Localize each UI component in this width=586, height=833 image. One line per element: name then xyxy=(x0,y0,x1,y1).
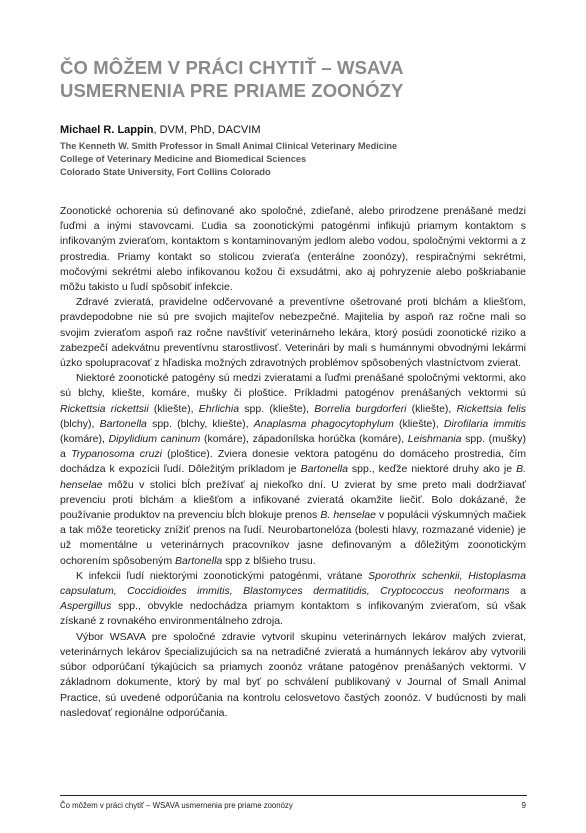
taxon-name: Borrelia burgdorferi xyxy=(314,402,407,415)
body-paragraph-5: Výbor WSAVA pre spoločné zdravie vytvoril skupinu veterinárnych lekárov malých zvierat, veterinárnych lekárov špecializujúcich sa na netradičné zvieratá a humánnych lekárov aby vytvorili súbor odporúčaní týkajúcich sa priamych zoonóz vrátane patogénov prenášaných vektormi. V základnom dokumente, ktorý by mal byť po schválení publikovaný v Journal of Small Animal Practice, sú uvedené odporúčania na kontrolu celosvetovo častých zoonóz. V budúcnosti by mali nasledovať regionálne odporúčania. xyxy=(60,630,526,719)
taxon-name: Bartonella xyxy=(174,554,223,567)
taxon-name: Bartonella xyxy=(300,463,348,476)
footer-running-title: Čo môžem v práci chytiť – WSAVA usmernenia pre priame zoonózy xyxy=(60,801,293,810)
page-number: 9 xyxy=(521,801,526,810)
article-title-line-2: USMERNENIA PRE PRIAME ZOONÓZY xyxy=(60,80,404,101)
affiliation-line: The Kenneth W. Smith Professor in Small Animal Clinical Veterinary Medicine xyxy=(60,141,398,151)
taxon-name: Dipylidium caninum xyxy=(108,433,201,446)
affiliation-line: College of Veterinary Medicine and Biomedical Sciences xyxy=(60,154,307,164)
taxon-name: Rickettsia felis xyxy=(456,402,526,415)
footer-divider xyxy=(60,795,527,796)
taxon-name: Sporothrix schenkii, Histoplasma capsulatum, Coccidioides immitis, Blastomyces dermatitidis, Cryptococcus neoformans xyxy=(60,569,527,598)
author-credentials: , DVM, PhD, DACVIM xyxy=(153,124,261,136)
author-name: Michael R. Lappin xyxy=(60,124,154,136)
affiliation-line: Colorado State University, Fort Collins Colorado xyxy=(60,167,271,177)
taxon-name: Leishmania xyxy=(407,433,462,446)
taxon-name: Rickettsia rickettsii xyxy=(60,402,149,415)
taxon-name: Bartonella xyxy=(99,417,147,430)
body-paragraph-4: K infekcii ľudí niektorými zoonotickými patogénmi, vrátane Sporothrix schenkii, Histoplasma capsulatum, Coccidioides immitis, Blastomyces dermatitidis, Cryptococcus neoformans a Aspergillus spp., obvykle nedochádza priamym kontaktom s infikovaným zvieraťom, sú však získané z rovnakého environmentálneho zdroja. xyxy=(60,569,527,628)
taxon-name: Ehrlichia xyxy=(198,402,240,415)
body-paragraph-1: Zoonotické ochorenia sú definované ako spoločné, zdieľané, alebo prirodzene prenášané medzi ľuďmi a inými stavovcami. Ľudia sa zoonotickými patogénmi infikujú priamym kontaktom s infikovaným zvieraťom, kontaktom s kontaminovaným jedlom alebo vodou, spoločnými vektormi a z prostredia. Priamy kontakt so stolicou zvieraťa (enterálne zoonózy), respiračnými sekrétmi, močovými sekrétmi alebo infikovanou kožou či exsudátmi, ako aj pohryzenie alebo poškriabanie môžu takisto u ľudí spôsobiť infekcie. xyxy=(60,205,526,294)
taxon-name: Dirofilaria immitis xyxy=(443,417,526,430)
body-paragraph-3: Niektoré zoonotické patogény sú medzi zvieratami a ľuďmi prenášané spoločnými vektormi, ako sú blchy, kliešte, komáre, mušky či ploštice. Príkladmi patogénov prenášaných vektormi sú Rickettsia rickettsii (kliešte), Ehrlichia spp. (kliešte), Borrelia burgdorferi (kliešte), Rickettsia felis (blchy), Bartonella spp. (blchy, kliešte), Anaplasma phagocytophylum (kliešte), Dirofilaria immitis (komáre), Dipylidium caninum (komáre), západonílska horúčka (komáre), Leishmania spp. (mušky) a Trypanosoma cruzi (ploštice). Zviera donesie vektora patogénu do domáceho prostredia, čím dochádza k expozícii ľudí. Dôležitým príkladom je Bartonella spp., keďže niektoré druhy ako je B. henselae môžu v stolici bĺch prežívať aj niekoľko dní. U zvierat by sme preto mali dodržiavať prevenciu proti blchám a kliešťom a infikované zvieratá okamžite liečiť. Bolo dokázané, že používanie produktov na prevenciu bĺch blokuje prenos B. henselae v populácii výskumných mačiek a tak môže teoreticky znížiť prenos na ľudí. Neurobartonelóza (bolesti hlavy, rozmazané videnie) je už momentálne u veterinárnych pracovníkov jasne definovaným a dôležitým zoonotickým ochorením spôsobeným Bartonella spp z blšieho trusu. xyxy=(60,372,526,567)
author-line xyxy=(60,123,530,137)
article-body xyxy=(60,204,526,721)
taxon-name: Anaplasma phagocytophylum xyxy=(253,417,394,430)
body-paragraph-2: Zdravé zvieratá, pravidelne odčervované a preventívne ošetrované proti blchám a kliešťom, pravdepodobne nie sú pre svojich majiteľov nebezpečné. Majitelia by aspoň raz ročne mali so svojim zvieraťom aspoň raz ročne navštíviť veterinárneho lekára, ktorý posúdi zoonotické riziko a zabezpečí adekvátnu preventívnu starostlivosť. Veterinári by mali s humánnymi obvodnými lekármi úzko spolupracovať z hľadiska možných zdravotných problémov spôsobených vlastníctvom zvierat. xyxy=(60,296,526,370)
taxon-name: B. henselae xyxy=(60,463,526,491)
taxon-name: B. henselae xyxy=(320,509,376,522)
article-title xyxy=(60,56,530,102)
taxon-name: Aspergillus xyxy=(60,600,112,613)
author-affiliation xyxy=(60,140,530,179)
taxon-name: Trypanosoma cruzi xyxy=(71,448,162,461)
article-title-line-1: ČO MÔŽEM V PRÁCI CHYTIŤ – WSAVA xyxy=(60,57,404,78)
